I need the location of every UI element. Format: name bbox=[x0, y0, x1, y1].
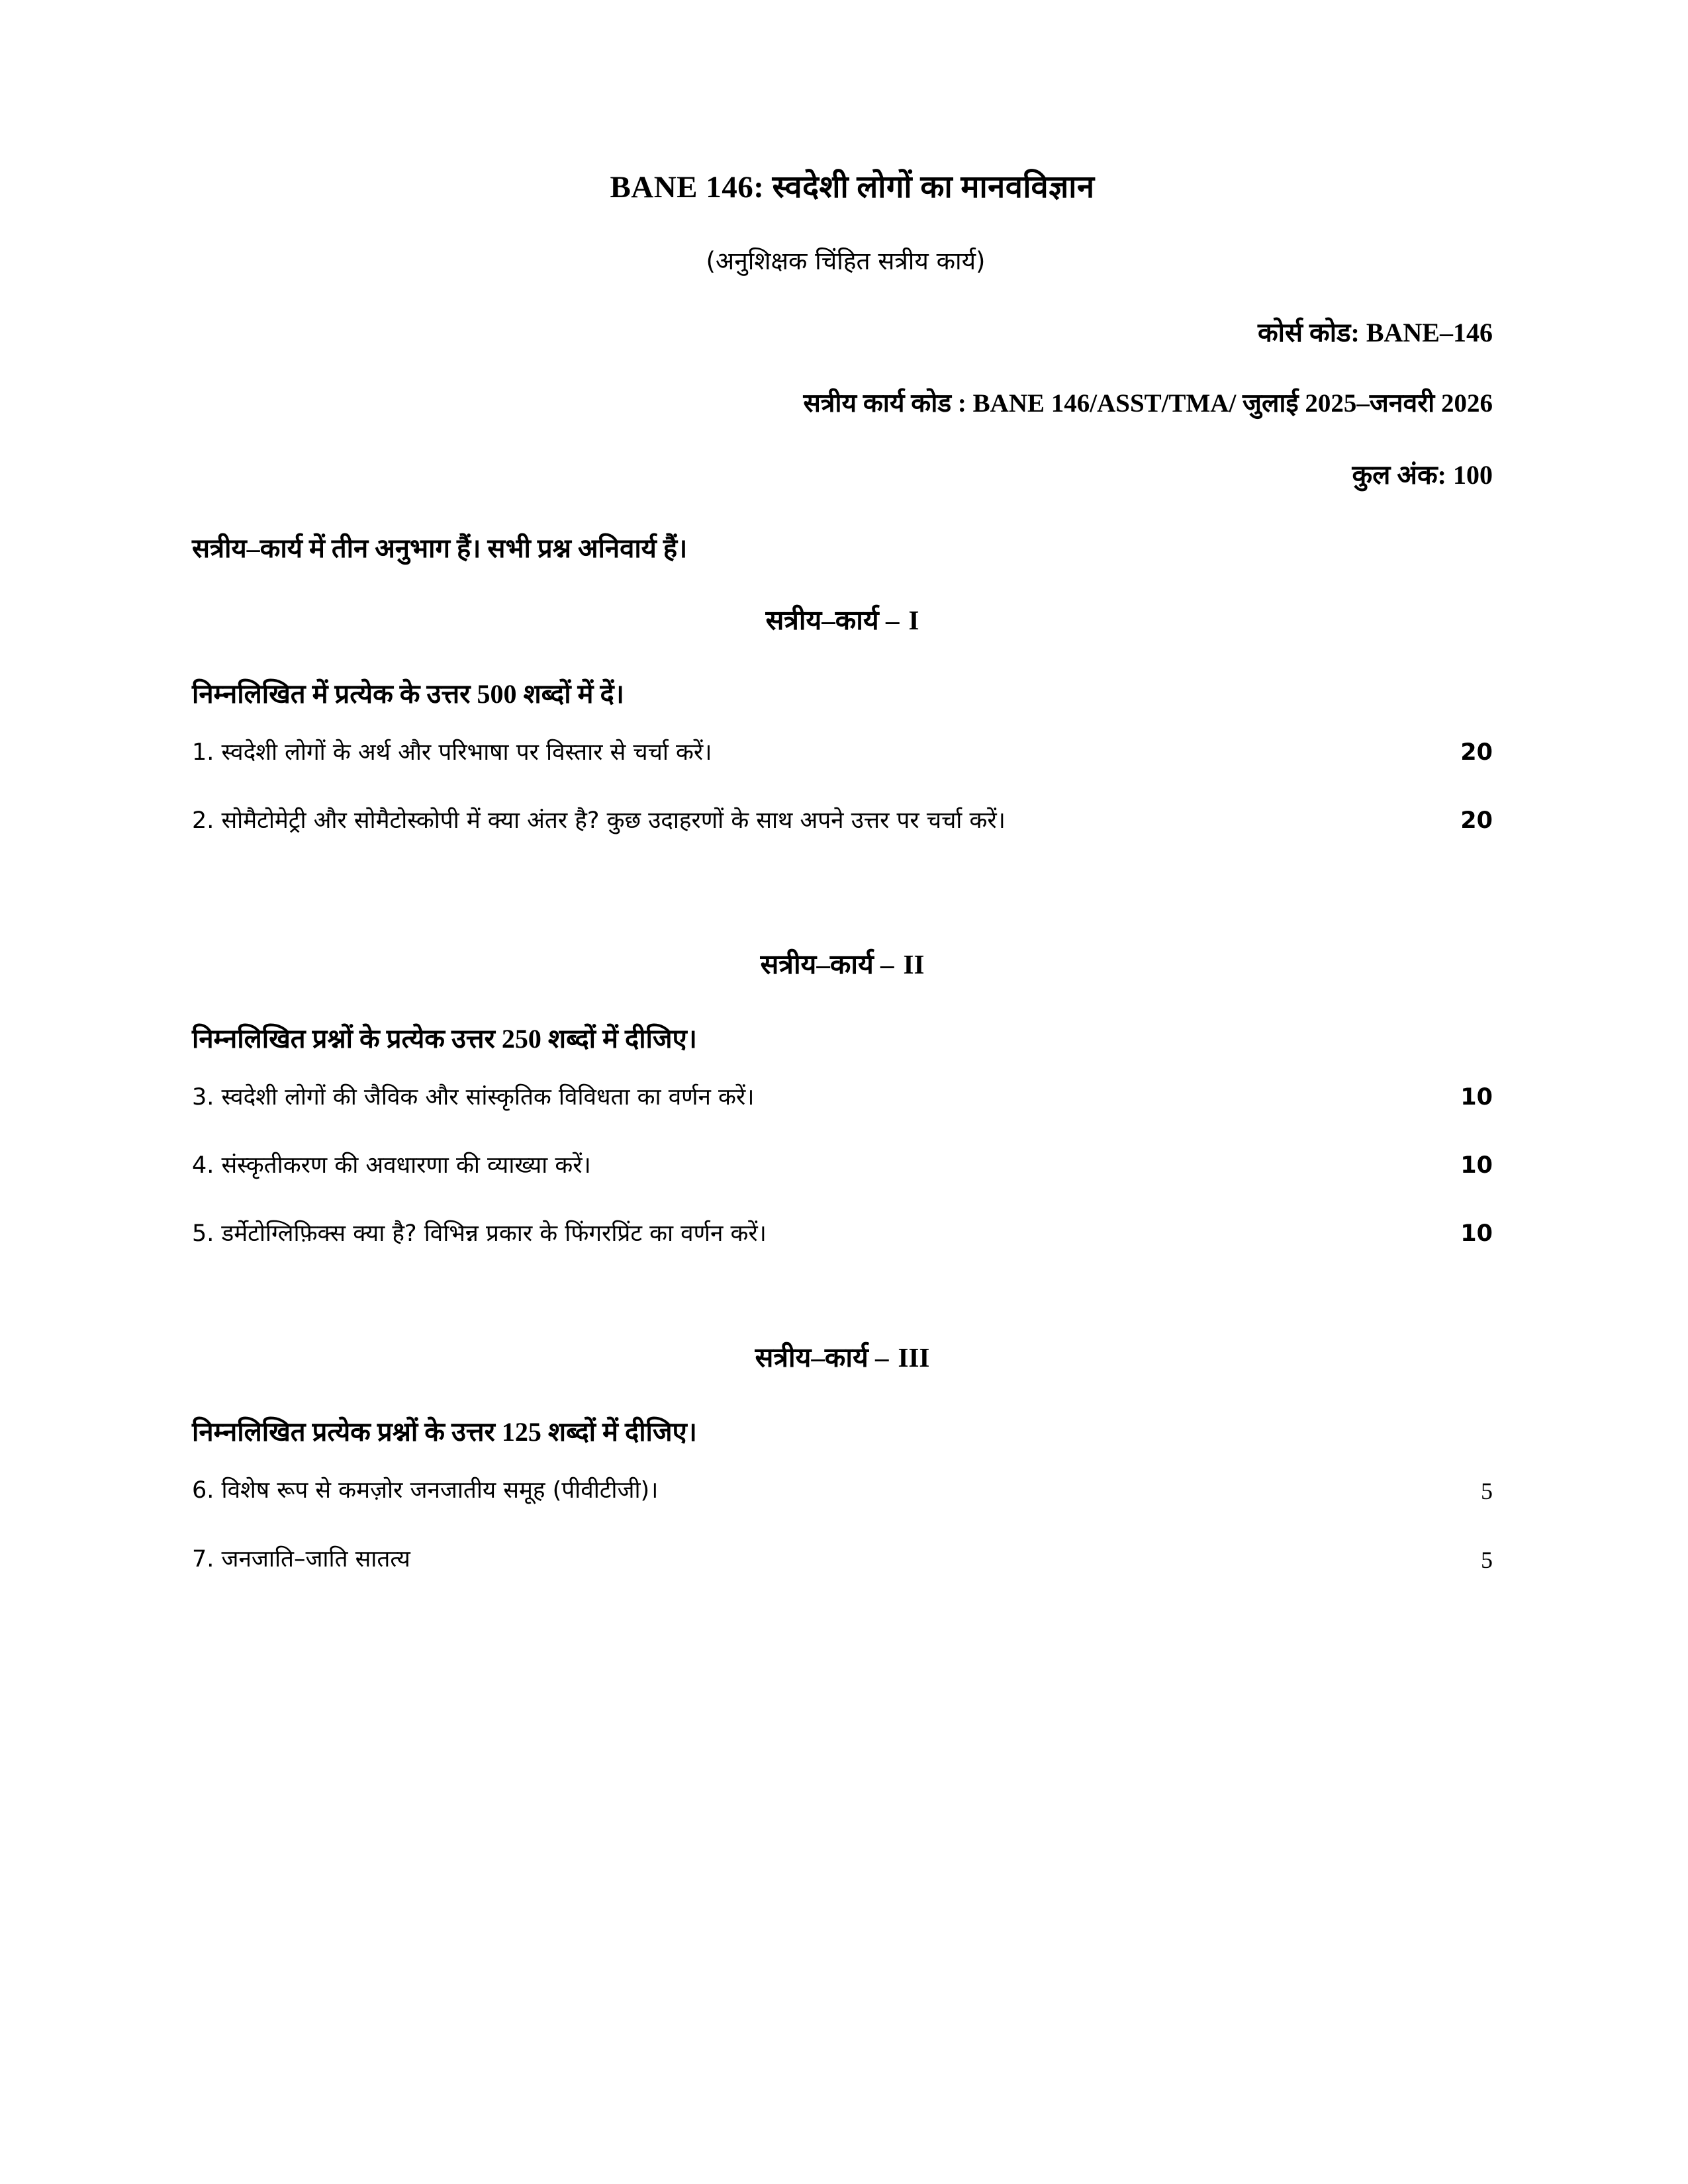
section-heading-roman-2: II bbox=[903, 949, 925, 980]
section-spacer bbox=[192, 837, 1493, 948]
question-marks: 20 bbox=[1460, 739, 1493, 766]
section-assignment-1 bbox=[192, 604, 1493, 837]
section-heading-2 bbox=[192, 948, 1493, 981]
question-list-3 bbox=[192, 1475, 1493, 1576]
section-heading-roman-3: III bbox=[898, 1342, 930, 1373]
question-row bbox=[192, 1082, 1493, 1113]
section-heading-label-2: सत्रीय–कार्य – bbox=[760, 949, 894, 980]
question-marks: 5 bbox=[1481, 1477, 1493, 1504]
document-subtitle: (अनुशिक्षक चिंहित सत्रीय कार्य) bbox=[706, 247, 986, 276]
section-heading-label-3: सत्रीय–कार्य – bbox=[755, 1342, 889, 1373]
section-heading-label-1: सत्रीय–कार्य – bbox=[765, 604, 900, 635]
section-heading-roman-1: I bbox=[908, 604, 919, 635]
question-text: 7. जनजाति–जाति सातत्य bbox=[192, 1546, 410, 1573]
question-marks: 20 bbox=[1460, 807, 1493, 835]
section-spacer bbox=[192, 1250, 1493, 1341]
question-row bbox=[192, 1218, 1493, 1250]
section-assignment-3 bbox=[192, 1341, 1493, 1576]
question-text: 1. स्वदेशी लोगों के अर्थ और परिभाषा पर विस्तार से चर्चा करें। bbox=[192, 739, 712, 766]
question-row bbox=[192, 737, 1493, 768]
question-row bbox=[192, 1475, 1493, 1508]
assignment-code-line: सत्रीय कार्य कोड : BANE 146/ASST/TMA/ जुलाई 2025–जनवरी 2026 bbox=[803, 388, 1493, 418]
question-marks: 10 bbox=[1460, 1220, 1493, 1248]
section-instruction-3: निम्नलिखित प्रत्येक प्रश्नों के उत्तर 125 शब्दों में दीजिए। bbox=[192, 1416, 697, 1447]
question-list-2 bbox=[192, 1082, 1493, 1250]
section-heading-1 bbox=[192, 604, 1493, 637]
question-text: 5. डर्मेटोग्लिफ़िक्स क्या है? विभिन्न प्रकार के फिंगरप्रिंट का वर्णन करें। bbox=[192, 1220, 767, 1248]
question-marks: 5 bbox=[1481, 1547, 1493, 1574]
question-list-1 bbox=[192, 737, 1493, 837]
question-text: 2. सोमैटोमेट्री और सोमैटोस्कोपी में क्या अंतर है? कुछ उदाहरणों के साथ अपने उत्तर पर चर्चा करें। bbox=[192, 807, 1006, 835]
section-instruction-2: निम्नलिखित प्रश्नों के प्रत्येक उत्तर 250 शब्दों में दीजिए। bbox=[192, 1023, 697, 1054]
question-row bbox=[192, 1544, 1493, 1576]
general-instruction: सत्रीय–कार्य में तीन अनुभाग हैं। सभी प्रश्न अनिवार्य हैं। bbox=[192, 533, 688, 563]
question-text: 4. संस्कृतीकरण की अवधारणा की व्याख्या करें। bbox=[192, 1152, 591, 1179]
question-text: 6. विशेष रूप से कमज़ोर जनजातीय समूह (पीवीटीजी)। bbox=[192, 1477, 659, 1504]
document-content bbox=[192, 169, 1493, 1576]
question-row bbox=[192, 1150, 1493, 1181]
question-row bbox=[192, 805, 1493, 837]
course-code-line: कोर्स कोड: BANE–146 bbox=[1257, 317, 1493, 347]
question-marks: 10 bbox=[1460, 1152, 1493, 1179]
section-assignment-2 bbox=[192, 948, 1493, 1250]
question-text: 3. स्वदेशी लोगों की जैविक और सांस्कृतिक विविधता का वर्णन करें। bbox=[192, 1083, 755, 1111]
section-heading-3 bbox=[192, 1341, 1493, 1375]
total-marks-line: कुल अंक: 100 bbox=[1352, 459, 1493, 490]
page-title: BANE 146: स्वदेशी लोगों का मानवविज्ञान bbox=[610, 170, 1095, 205]
question-marks: 10 bbox=[1460, 1083, 1493, 1111]
section-instruction-1: निम्नलिखित में प्रत्येक के उत्तर 500 शब्दों में दें। bbox=[192, 678, 624, 709]
